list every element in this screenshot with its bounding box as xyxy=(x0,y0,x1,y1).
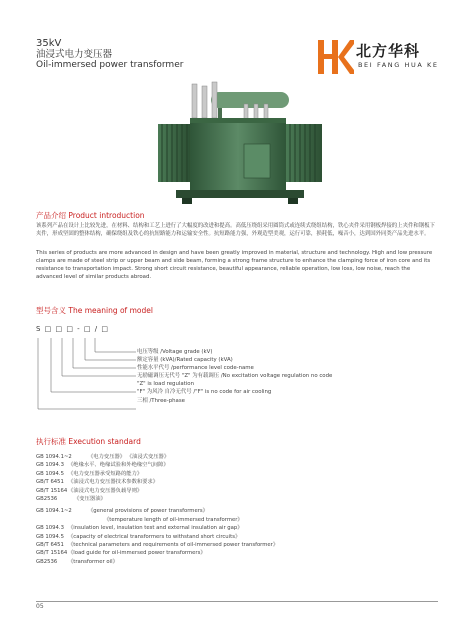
model-item-cooling: "F" 为风冷 自冷无代号 /"F" is no code for air cooling xyxy=(137,389,272,396)
product-title xyxy=(36,38,183,71)
model-item-performance: 性能水平代号 /performance level code-name xyxy=(137,365,254,372)
logo-cn-text: 北方华科 xyxy=(356,42,421,60)
intro-title: 产品介绍 Product introduction xyxy=(36,211,145,220)
intro-en-text: This series of products are more advanced in design and have been greatly improved in material, structure and technology. High and low pressure clamps are made of steel strip or upper beam and side beam, forming a strong frame structure to enhance the clamping force of iron core and its resistance to transportation impact. Strong short circuit resistance, beautiful appearance, reliable operation, low loss, low noise, reach the advanced level of similar products abroad. xyxy=(36,250,433,280)
model-legend xyxy=(137,348,332,405)
title-cn: 油浸式电力变压器 xyxy=(36,49,113,60)
model-item-phase: 三相 /Three-phase xyxy=(137,397,185,404)
model-title: 型号含义 The meaning of model xyxy=(36,306,153,315)
model-item-regulation: 无励磁调压无代号 "Z" 为有载调压 /No excitation voltage regulation no code xyxy=(137,373,333,380)
company-logo xyxy=(318,40,438,76)
model-code: S □ □ □ - □ / □ xyxy=(36,325,109,333)
transformer-image xyxy=(116,80,356,210)
title-en: Oil-immersed power transformer xyxy=(36,60,184,70)
hk-logo-icon xyxy=(318,40,354,74)
intro-cn-text: 该系列产品在设计上比较先进，在材料、结构和工艺上进行了大幅度的改进和提高。高低压绕组采用圆筒式或连续式绕组结构，铁心夹件采用钢板焊接的上夹件和钢板下夹件，形成坚固的整体结构，确保绕组及铁心的抗短路能力和运输安全性。抗短路能力强，外观造型美观，运行可靠，损耗低，噪音小，达到国外同类产品先进水平。 xyxy=(36,223,435,237)
model-item-load-regulation: "Z" is load regulation xyxy=(137,381,194,388)
logo-en-text: BEI FANG HUA KE xyxy=(358,61,439,69)
title-voltage: 35kV xyxy=(36,38,62,49)
model-item-voltage: 电压等级 /Voltage grade (kV) xyxy=(137,349,213,355)
footer-divider xyxy=(36,601,438,602)
model-item-capacity: 额定容量 (kVA)/Rated capacity (kVA) xyxy=(137,357,233,364)
standard-title: 执行标准 Execution standard xyxy=(36,437,141,446)
page-number: 05 xyxy=(36,603,44,610)
